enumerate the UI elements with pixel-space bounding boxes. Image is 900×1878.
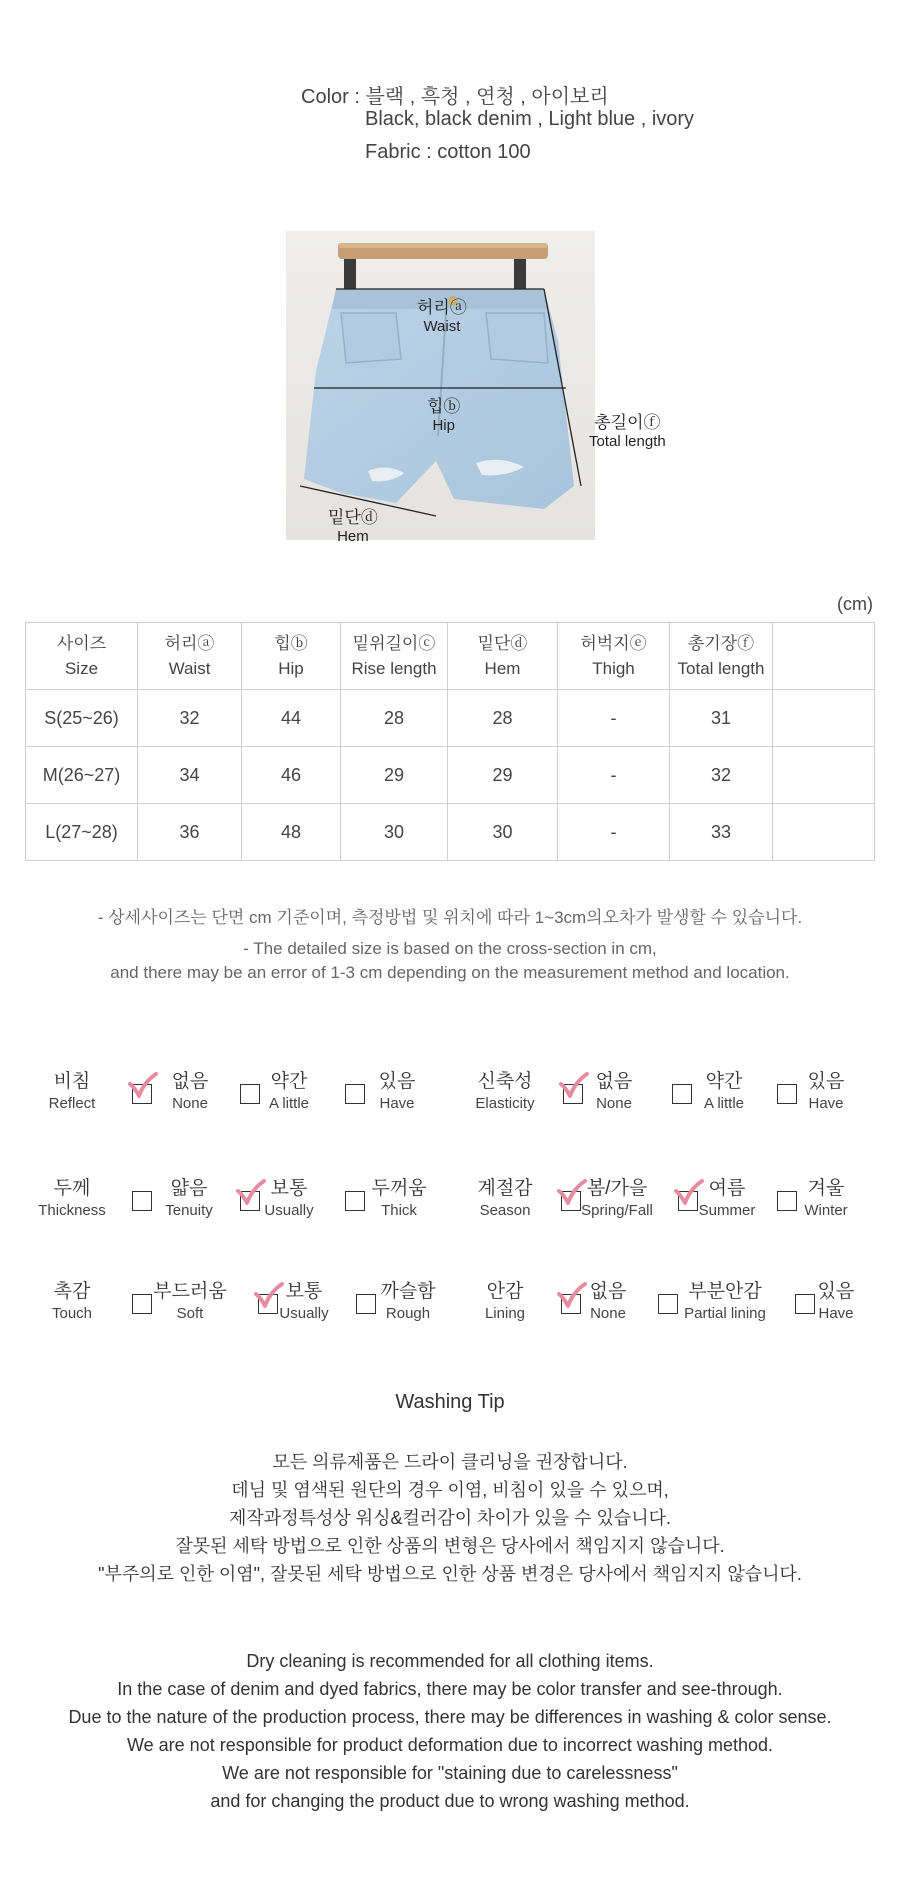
header-rise-length: 밑위길이ⓒ Rise length bbox=[341, 623, 448, 690]
table-cell: 30 bbox=[448, 804, 558, 861]
table-cell: M(26~27) bbox=[26, 747, 138, 804]
thickness-option-2-label: 보통 Usually bbox=[264, 1178, 314, 1219]
table-cell: 31 bbox=[670, 690, 773, 747]
photo-label-waist: 허리ⓐ Waist bbox=[417, 298, 467, 335]
product-photo bbox=[286, 231, 595, 540]
photo-label-total-length: 총길이ⓕ Total length bbox=[589, 413, 666, 450]
washing-en-line: and for changing the product due to wrong washing method. bbox=[210, 1791, 690, 1811]
elasticity-option-2-label: 약간 A little bbox=[703, 1071, 745, 1112]
washing-ko-line: "부주의로 인한 이염", 잘못된 세탁 방법으로 인한 상품 변경은 당사에서 책임지지 않습니다. bbox=[98, 1564, 802, 1584]
table-cell: 36 bbox=[138, 804, 242, 861]
table-row bbox=[26, 804, 875, 861]
thickness-option-3-label: 두꺼움 Thick bbox=[371, 1178, 427, 1219]
table-cell bbox=[773, 747, 875, 804]
table-cell: - bbox=[558, 690, 670, 747]
table-cell: 48 bbox=[242, 804, 341, 861]
color-en-line: Black, black denim , Light blue , ivory bbox=[365, 108, 695, 130]
reflect-option-1-label: 없음 None bbox=[171, 1071, 209, 1112]
elasticity-option-3-label: 있음 Have bbox=[807, 1071, 845, 1112]
washing-tip-title: Washing Tip bbox=[395, 1391, 505, 1413]
elasticity-label: 신축성 Elasticity bbox=[475, 1071, 535, 1112]
table-cell: 32 bbox=[670, 747, 773, 804]
lining-option-1-label: 없음 None bbox=[589, 1281, 627, 1322]
table-cell: 29 bbox=[341, 747, 448, 804]
size-note-ko: - 상세사이즈는 단면 cm 기준이며, 측정방법 및 위치에 따라 1~3cm의오차가 발생할 수 있습니다. bbox=[97, 908, 803, 927]
table-row bbox=[26, 690, 875, 747]
washing-ko-line: 모든 의류제품은 드라이 클리닝을 권장합니다. bbox=[272, 1452, 628, 1472]
table-cell: 28 bbox=[448, 690, 558, 747]
photo-label-hip: 힙ⓑ Hip bbox=[427, 397, 461, 434]
table-cell: 28 bbox=[341, 690, 448, 747]
photo-label-hem: 밑단ⓓ Hem bbox=[328, 508, 378, 545]
fabric-line: Fabric : cotton 100 bbox=[365, 141, 531, 163]
touch-option-3-label: 까슬함 Rough bbox=[380, 1281, 436, 1322]
reflect-label: 비침 Reflect bbox=[48, 1071, 96, 1112]
size-table-header bbox=[26, 623, 875, 690]
season-option-2-label: 여름 Summer bbox=[698, 1178, 756, 1219]
header-thigh: 허벅지ⓔ Thigh bbox=[558, 623, 670, 690]
table-cell: 34 bbox=[138, 747, 242, 804]
season-option-3-label: 겨울 Winter bbox=[804, 1178, 848, 1219]
washing-en-line: Dry cleaning is recommended for all clothing items. bbox=[246, 1651, 654, 1671]
touch-option-1-label: 부드러움 Soft bbox=[153, 1281, 227, 1322]
washing-en-line: In the case of denim and dyed fabrics, there may be color transfer and see-through. bbox=[117, 1679, 783, 1699]
washing-en-line: Due to the nature of the production process, there may be differences in washing & color sense. bbox=[68, 1707, 832, 1727]
header-hip: 힙ⓑ Hip bbox=[242, 623, 341, 690]
table-cell: 33 bbox=[670, 804, 773, 861]
header-hem: 밑단ⓓ Hem bbox=[448, 623, 558, 690]
table-cell: 46 bbox=[242, 747, 341, 804]
header-size: 사이즈 Size bbox=[26, 623, 138, 690]
denim-shorts-illustration bbox=[286, 231, 595, 540]
washing-ko-line: 잘못된 세탁 방법으로 인한 상품의 변형은 당사에서 책임지지 않습니다. bbox=[175, 1536, 725, 1556]
elasticity-option-1-label: 없음 None bbox=[595, 1071, 633, 1112]
washing-ko-line: 데님 및 염색된 원단의 경우 이염, 비침이 있을 수 있으며, bbox=[231, 1480, 669, 1500]
washing-en-line: We are not responsible for product deformation due to incorrect washing method. bbox=[126, 1735, 774, 1755]
table-cell: 44 bbox=[242, 690, 341, 747]
washing-en-line: We are not responsible for "staining due to carelessness" bbox=[222, 1763, 678, 1783]
touch-label: 촉감 Touch bbox=[51, 1281, 93, 1322]
table-cell: 30 bbox=[341, 804, 448, 861]
table-cell: - bbox=[558, 747, 670, 804]
table-cell: 29 bbox=[448, 747, 558, 804]
season-option-1-label: 봄/가을 Spring/Fall bbox=[581, 1178, 653, 1219]
table-cell bbox=[773, 804, 875, 861]
header-empty bbox=[773, 623, 875, 690]
reflect-option-2-label: 약간 A little bbox=[268, 1071, 310, 1112]
season-label: 계절감 Season bbox=[477, 1178, 533, 1219]
thickness-option-1-label: 얇음 Tenuity bbox=[165, 1178, 213, 1219]
size-note-en-2: and there may be an error of 1-3 cm depending on the measurement method and location. bbox=[110, 963, 790, 982]
table-row bbox=[26, 747, 875, 804]
size-note-en-1: - The detailed size is based on the cross-section in cm, bbox=[243, 939, 657, 958]
lining-option-2-label: 부분안감 Partial lining bbox=[684, 1281, 766, 1322]
washing-ko-line: 제작과정특성상 워싱&컬러감이 차이가 있을 수 있습니다. bbox=[229, 1508, 671, 1528]
touch-option-2-label: 보통 Usually bbox=[279, 1281, 329, 1322]
lining-label: 안감 Lining bbox=[484, 1281, 526, 1322]
unit-label: (cm) bbox=[837, 594, 873, 614]
table-cell: S(25~26) bbox=[26, 690, 138, 747]
table-cell: - bbox=[558, 804, 670, 861]
table-cell: L(27~28) bbox=[26, 804, 138, 861]
table-cell: 32 bbox=[138, 690, 242, 747]
thickness-label: 두께 Thickness bbox=[38, 1178, 106, 1219]
lining-option-3-label: 있음 Have bbox=[817, 1281, 855, 1322]
table-cell bbox=[773, 690, 875, 747]
size-table bbox=[25, 622, 875, 861]
reflect-option-3-label: 있음 Have bbox=[378, 1071, 416, 1112]
header-total-length: 총기장ⓕ Total length bbox=[670, 623, 773, 690]
header-waist: 허리ⓐ Waist bbox=[138, 623, 242, 690]
color-line: Color : 블랙 , 흑청 , 연청 , 아이보리 bbox=[301, 86, 609, 108]
